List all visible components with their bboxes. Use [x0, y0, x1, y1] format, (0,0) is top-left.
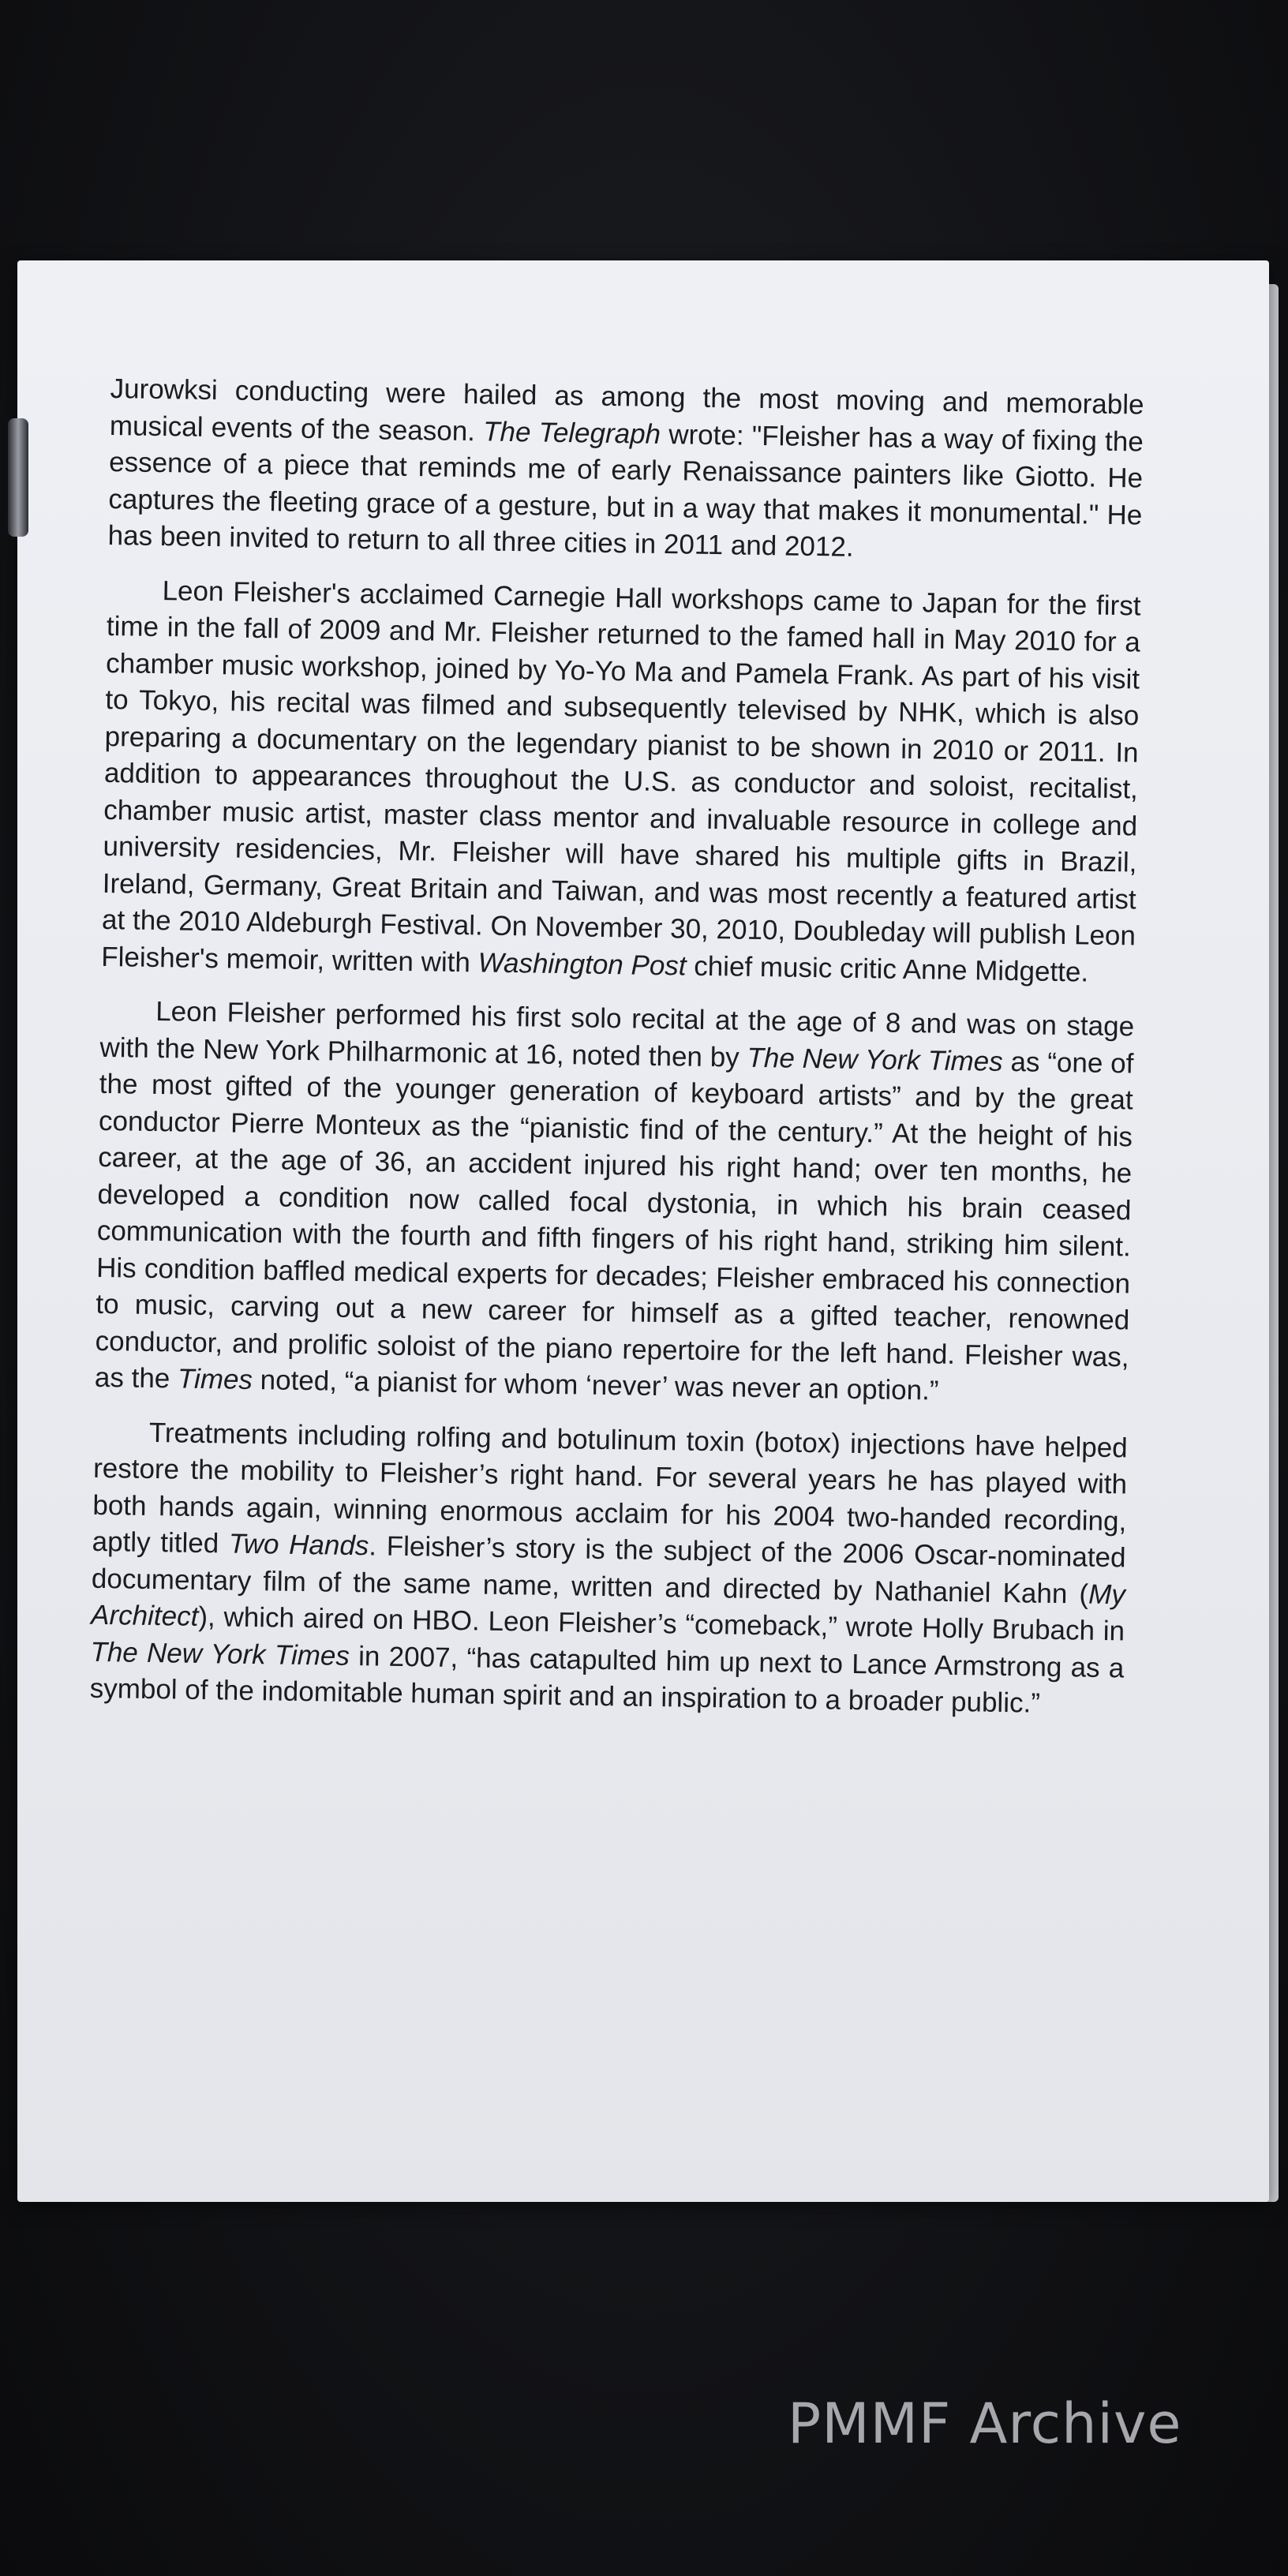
- paragraph: Treatments including rolfing and botulinum toxin (botox) injections have helped restore the mobility to Fleisher’s right hand. For several years he has played with both hands again, winning enormous acclaim for his 2004 two-handed recording, aptly titled Two Hands. Fleisher’s story is the subject of the 2006 Oscar-nominated documentary film of the same name, written and directed by Nathaniel Kahn (My Architect), which aired on HBO. Leon Fleisher’s “comeback,” wrote Holly Brubach in The New York Times in 2007, “has catapulted him up next to Lance Armstrong as a symbol of the indomitable human spirit and an inspiration to a broader public.”: [89, 1417, 1129, 1719]
- paragraph: Leon Fleisher's acclaimed Carnegie Hall workshops came to Japan for the first time in the fall of 2009 and Mr. Fleisher returned to the famed hall in May 2010 for a chamber music workshop, joined by Yo-Yo Ma and Pamela Frank. As part of his visit to Tokyo, his recital was filmed and subsequently televised by NHK, which is also preparing a documentary on the legendary pianist to be shown in 2010 or 2011. In addition to appearances throughout the U.S. as conductor and soloist, recitalist, chamber music artist, master class mentor and invaluable resource in college and university residencies, Mr. Fleisher will have shared his multiple gifts in Brazil, Ireland, Germany, Great Britain and Taiwan, and was most recently a featured artist at the 2010 Aldeburgh Festival. On November 30, 2010, Doubleday will publish Leon Fleisher's memoir, written with Washington Post chief music critic Anne Midgette.: [101, 575, 1141, 988]
- publication-title: Washington Post: [477, 946, 687, 982]
- publication-title: Times: [177, 1363, 253, 1395]
- publication-title: The New York Times: [90, 1636, 350, 1672]
- work-title: Two Hands: [228, 1528, 369, 1562]
- publication-title: The New York Times: [747, 1042, 1004, 1077]
- paragraph: Jurowksi conducting were hailed as among the most moving and memorable musical events of the season. The Telegraph wrote: "Fleisher has a way of fixing the essence of a piece that reminds me of early Renaissance painters like Giotto. He captures the fleeting grace of a gesture, but in a way that makes it monumental." He has been invited to return to all three cities in 2011 and 2012.: [107, 373, 1144, 563]
- publication-title: The Telegraph: [482, 415, 661, 450]
- work-title: My Architect: [90, 1578, 1126, 1632]
- staple-icon: [8, 418, 28, 537]
- document-body: [89, 371, 1144, 1741]
- archive-watermark: PMMF Archive: [788, 2391, 1182, 2456]
- paragraph: Leon Fleisher performed his first solo recital at the age of 8 and was on stage with the New York Philharmonic at 16, noted then by The New York Times as “one of the most gifted of the younger generation of keyboard artists” and by the great conductor Pierre Monteux as the “pianistic find of the century.” At the height of his career, at the age of 36, an accident injured his right hand; over ten months, he developed a condition now called focal dystonia, in which his brain ceased communication with the fourth and fifth fingers of his right hand, striking him silent. His condition baffled medical experts for decades; Fleisher embraced his connection to music, carving out a new career for himself as a gifted teacher, renowned conductor, and prolific soloist of the piano repertoire for the left hand. Fleisher was, as the Times noted, “a pianist for whom ‘never’ was never an option.”: [94, 996, 1135, 1406]
